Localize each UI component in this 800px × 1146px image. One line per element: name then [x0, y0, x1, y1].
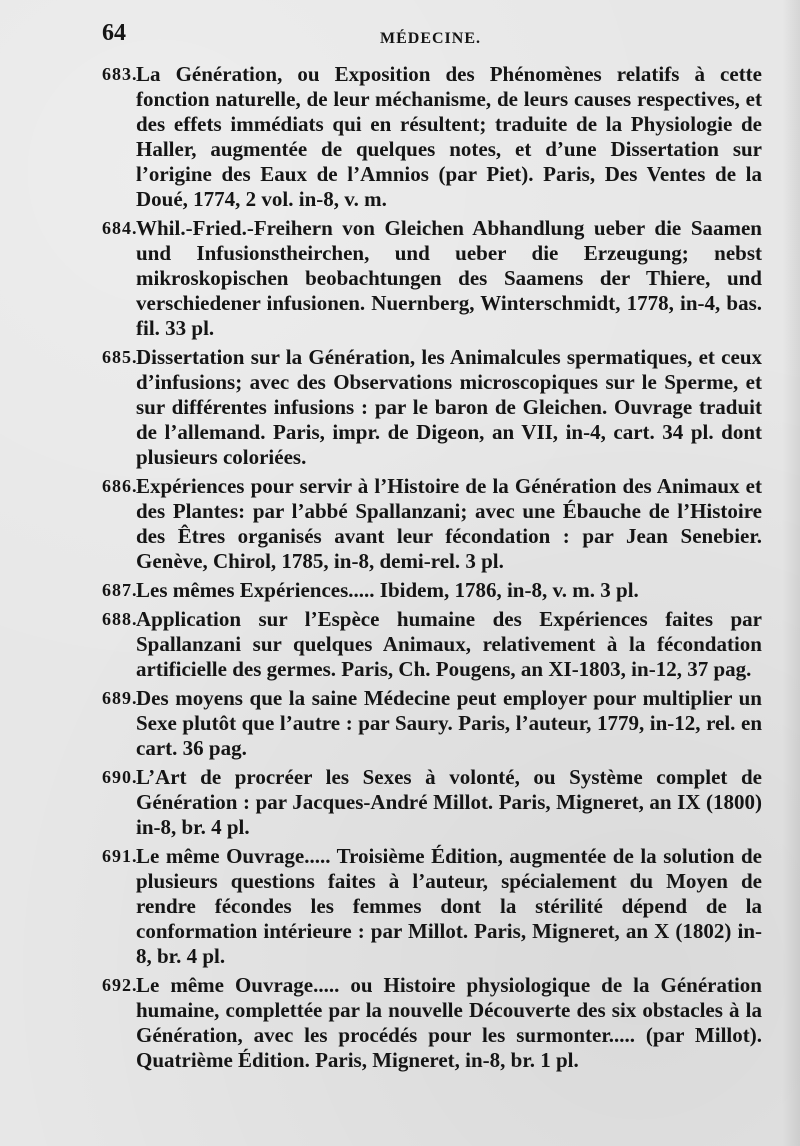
entry-text: Whil.-Fried.-Freihern von Gleichen Abhandlung ueber die Saamen und Infusionstheirchen, und ueber die Erzeugung; nebst mikroskopischen beobachtungen des Saamens der Thiere, und verschiedener infusionen. Nuernberg, Winterschmidt, 1778, in-4, bas. fil. 33 pl. — [136, 216, 762, 340]
running-head: MÉDECINE. — [380, 30, 482, 47]
catalog-entry-686 — [102, 474, 762, 574]
entry-text: Les mêmes Expériences..... Ibidem, 1786, in-8, v. m. 3 pl. — [136, 578, 639, 602]
entry-number: 689. — [102, 688, 138, 708]
page-number: 64 — [102, 20, 126, 46]
catalog-entry-688 — [102, 607, 762, 682]
entry-number: 688. — [102, 609, 138, 629]
entry-text: Dissertation sur la Génération, les Animalcules spermatiques, et ceux d’infusions; avec des Observations microscopiques sur le Sperme, et sur différentes infusions : par le baron de Gleichen. Ouvrage traduit de l’allemand. Paris, impr. de Digeon, an VII, in-4, cart. 34 pl. dont plusieurs coloriées. — [136, 345, 762, 469]
entry-number: 690. — [102, 767, 138, 787]
entry-number: 692. — [102, 975, 138, 995]
entry-text: Le même Ouvrage..... Troisième Édition, augmentée de la solution de plusieurs questions faites à l’auteur, spécialement du Moyen de rendre fécondes les femmes dont la stérilité dépend de la conformation intérieure : par Millot. Paris, Migneret, an X (1802) in-8, br. 4 pl. — [136, 844, 762, 968]
page-edge-shadow — [782, 0, 800, 1146]
entry-text: L’Art de procréer les Sexes à volonté, ou Système complet de Génération : par Jacques-André Millot. Paris, Migneret, an IX (1800) in-8, br. 4 pl. — [136, 765, 762, 839]
page-header — [102, 20, 762, 58]
catalog-entry-689 — [102, 686, 762, 761]
entry-number: 686. — [102, 476, 138, 496]
entry-text: La Génération, ou Exposition des Phénomènes relatifs à cette fonction naturelle, de leur méchanisme, de leurs causes respectives, et des effets immédiats qui en résultent; traduite de la Physiologie de Haller, augmentée de quelques notes, et d’une Dissertation sur l’origine des Eaux de l’Amnios (par Piet). Paris, Des Ventes de la Doué, 1774, 2 vol. in-8, v. m. — [136, 62, 762, 211]
catalog-entry-692 — [102, 973, 762, 1073]
entry-number: 684. — [102, 218, 138, 238]
entry-number: 687. — [102, 580, 138, 600]
catalog-entry-687 — [102, 578, 762, 603]
catalog-entries — [102, 62, 762, 1073]
entry-text: Des moyens que la saine Médecine peut employer pour multiplier un Sexe plutôt que l’autre : par Saury. Paris, l’auteur, 1779, in-12, rel. en cart. 36 pag. — [136, 686, 762, 760]
entry-number: 685. — [102, 347, 138, 367]
entry-number: 683. — [102, 64, 138, 84]
catalog-entry-690 — [102, 765, 762, 840]
catalog-entry-684 — [102, 216, 762, 341]
catalog-entry-683 — [102, 62, 762, 212]
entry-text: Le même Ouvrage..... ou Histoire physiologique de la Génération humaine, complettée par la nouvelle Découverte des six obstacles à la Génération, avec les procédés pour les surmonter..... (par Millot). Quatrième Édition. Paris, Migneret, in-8, br. 1 pl. — [136, 973, 762, 1072]
entry-text: Application sur l’Espèce humaine des Expériences faites par Spallanzani sur quelques Animaux, relativement à la fécondation artificielle des germes. Paris, Ch. Pougens, an XI-1803, in-12, 37 pag. — [136, 607, 762, 681]
catalog-entry-685 — [102, 345, 762, 470]
entry-number: 691. — [102, 846, 138, 866]
entry-text: Expériences pour servir à l’Histoire de la Génération des Animaux et des Plantes: par l’abbé Spallanzani; avec une Ébauche de l’Histoire des Êtres organisés avant leur fécondation : par Jean Senebier. Genève, Chirol, 1785, in-8, demi-rel. 3 pl. — [136, 474, 762, 573]
catalog-entry-691 — [102, 844, 762, 969]
